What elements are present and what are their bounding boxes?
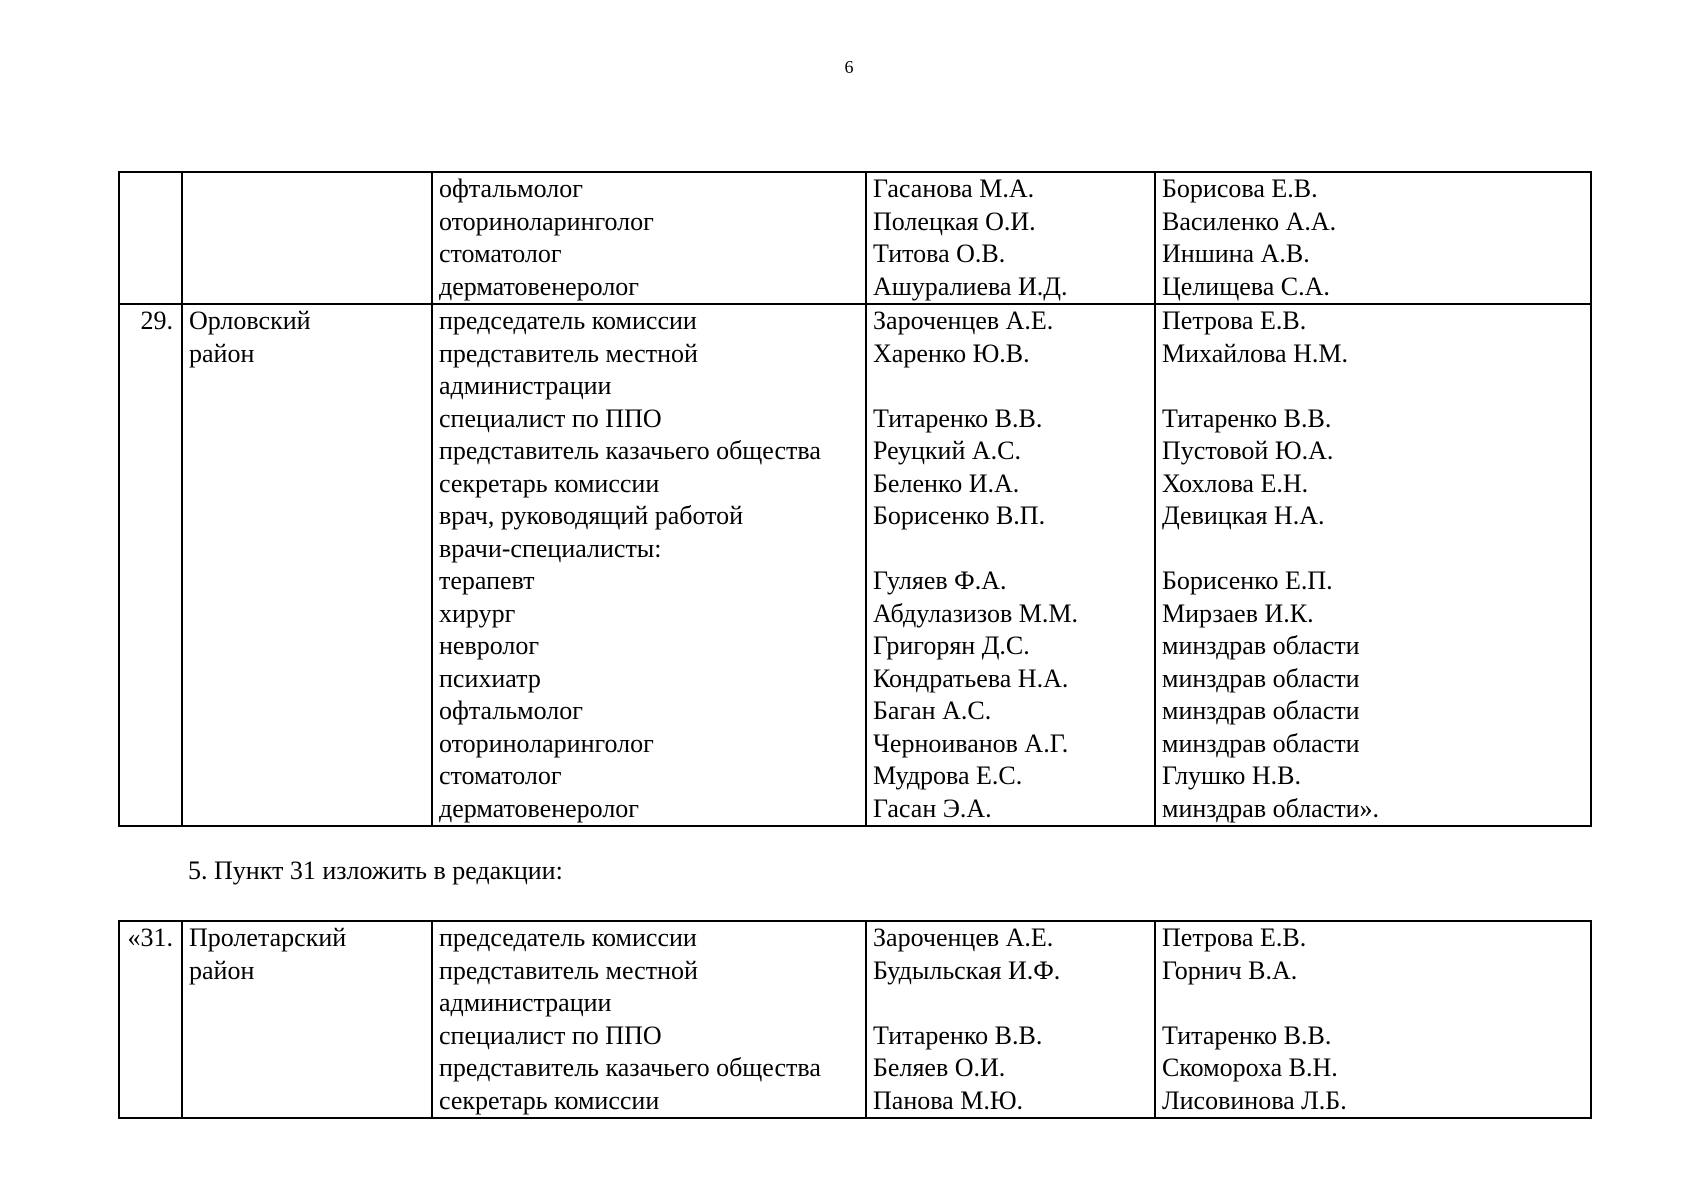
role-line: секретарь комиссии — [439, 1085, 660, 1115]
role-line: стоматолог — [439, 239, 562, 268]
table-row — [119, 921, 1591, 1118]
role-line: председатель комиссии — [439, 306, 697, 335]
role-line: оториноларинголог — [439, 206, 654, 236]
role-line: дерматовенеролог — [439, 793, 639, 823]
primary-member-cell — [866, 304, 1155, 826]
reserve-member-line: Титаренко В.В. — [1162, 1020, 1332, 1050]
roles-cell — [432, 304, 866, 826]
role-line: офтальмолог — [439, 174, 583, 203]
role-line: оториноларинголог — [439, 728, 654, 758]
role-line: специалист по ППО — [439, 403, 662, 433]
role-line: представитель казачьего общества — [439, 436, 821, 465]
primary-member-line — [873, 533, 1148, 566]
primary-member-line: Гуляев Ф.А. — [873, 566, 1007, 595]
primary-member-line: Реуцкий А.С. — [873, 436, 1022, 465]
primary-member-line: Гасанова М.А. — [873, 174, 1035, 203]
role-line: специалист по ППО — [439, 1020, 662, 1050]
role-line: дерматовенеролог — [439, 271, 639, 301]
primary-member-line: Беленко И.А. — [873, 468, 1020, 498]
role-line: председатель комиссии — [439, 923, 697, 952]
reserve-member-cell — [1155, 172, 1591, 304]
primary-member-line: Полецкая О.И. — [873, 206, 1036, 236]
roles-cell — [432, 921, 866, 1118]
reserve-member-line: Борисенко Е.П. — [1162, 566, 1333, 595]
reserve-member-line: Мирзаев И.К. — [1162, 598, 1314, 628]
reserve-member-line: Борисова Е.В. — [1162, 174, 1318, 203]
primary-member-line: Баган А.С. — [873, 696, 992, 725]
primary-member-line: Титова О.В. — [873, 239, 1006, 268]
primary-member-cell — [866, 921, 1155, 1118]
reserve-member-line: Иншина А.В. — [1162, 239, 1310, 268]
role-line: врачи-специалисты: — [439, 533, 662, 563]
reserve-member-line: Скомороха В.Н. — [1162, 1053, 1338, 1082]
role-line: хирург — [439, 598, 516, 628]
table-row — [119, 172, 1591, 304]
primary-member-line: Кондратьева Н.А. — [873, 663, 1069, 693]
reserve-member-line: Лисовинова Л.Б. — [1162, 1085, 1347, 1115]
role-line: невролог — [439, 631, 540, 660]
role-line: стоматолог — [439, 761, 562, 790]
reserve-member-line: минздрав области — [1162, 728, 1360, 758]
primary-member-line: Панова М.Ю. — [873, 1085, 1024, 1115]
primary-member-line: Гасан Э.А. — [873, 793, 992, 823]
reserve-member-line: Пустовой Ю.А. — [1162, 436, 1334, 465]
primary-member-line: Титаренко В.В. — [873, 1020, 1043, 1050]
section-heading: 5. Пункт 31 изложить в редакции: — [188, 856, 563, 885]
primary-member-line: Мудрова Е.С. — [873, 761, 1023, 790]
reserve-member-line: Горнич В.А. — [1162, 955, 1298, 985]
row-number: «31. — [119, 921, 182, 1118]
primary-member-line — [873, 987, 1148, 1020]
role-line: врач, руководящий работой — [439, 501, 744, 530]
role-line: представитель местной — [439, 338, 698, 368]
primary-member-line: Зароченцев А.Е. — [873, 923, 1054, 952]
page-number: 6 — [844, 57, 854, 77]
primary-member-line: Ашуралиева И.Д. — [873, 271, 1068, 301]
primary-member-line: Абдулазизов М.М. — [873, 598, 1078, 628]
district-line: район — [189, 955, 255, 985]
reserve-member-line: Глушко Н.В. — [1162, 761, 1302, 790]
reserve-member-line: Петрова Е.В. — [1162, 923, 1307, 952]
primary-member-line: Черноиванов А.Г. — [873, 728, 1069, 758]
district-line: Пролетарский — [189, 923, 347, 952]
role-line: офтальмолог — [439, 696, 583, 725]
roles-cell — [432, 172, 866, 304]
role-line: секретарь комиссии — [439, 468, 660, 498]
primary-member-line: Григорян Д.С. — [873, 631, 1030, 660]
table-row — [119, 304, 1591, 826]
row-number — [119, 172, 182, 304]
commission-table-continued — [118, 171, 1592, 827]
district-line: район — [189, 338, 255, 368]
reserve-member-line — [1162, 370, 1584, 403]
primary-member-line: Беляев О.И. — [873, 1053, 1006, 1082]
reserve-member-line — [1162, 987, 1584, 1020]
district-line: Орловский — [189, 306, 311, 335]
primary-member-line: Харенко Ю.В. — [873, 338, 1030, 368]
commission-table-point-31 — [118, 920, 1592, 1119]
reserve-member-line: Целищева С.А. — [1162, 271, 1330, 301]
reserve-member-line: минздрав области — [1162, 696, 1360, 725]
reserve-member-line: Петрова Е.В. — [1162, 306, 1307, 335]
reserve-member-line: Девицкая Н.А. — [1162, 501, 1325, 530]
reserve-member-line: Василенко А.А. — [1162, 206, 1337, 236]
primary-member-line — [873, 370, 1148, 403]
role-line: представитель местной — [439, 955, 698, 985]
primary-member-cell — [866, 172, 1155, 304]
reserve-member-line: Хохлова Е.Н. — [1162, 468, 1309, 498]
district-cell — [182, 172, 432, 304]
reserve-member-cell — [1155, 304, 1591, 826]
reserve-member-line: Титаренко В.В. — [1162, 403, 1332, 433]
primary-member-line: Зароченцев А.Е. — [873, 306, 1054, 335]
row-number: 29. — [119, 304, 182, 826]
role-line: администрации — [439, 371, 612, 400]
reserve-member-line: минздрав области». — [1162, 793, 1380, 823]
reserve-member-line: минздрав области — [1162, 663, 1360, 693]
role-line: терапевт — [439, 566, 535, 595]
role-line: представитель казачьего общества — [439, 1053, 821, 1082]
district-cell — [182, 304, 432, 826]
reserve-member-line — [1162, 533, 1584, 566]
primary-member-line: Будыльская И.Ф. — [873, 955, 1061, 985]
reserve-member-line: минздрав области — [1162, 631, 1360, 660]
role-line: администрации — [439, 988, 612, 1017]
reserve-member-cell — [1155, 921, 1591, 1118]
role-line: психиатр — [439, 663, 541, 693]
primary-member-line: Борисенко В.П. — [873, 501, 1046, 530]
primary-member-line: Титаренко В.В. — [873, 403, 1043, 433]
reserve-member-line: Михайлова Н.М. — [1162, 338, 1348, 368]
district-cell — [182, 921, 432, 1118]
